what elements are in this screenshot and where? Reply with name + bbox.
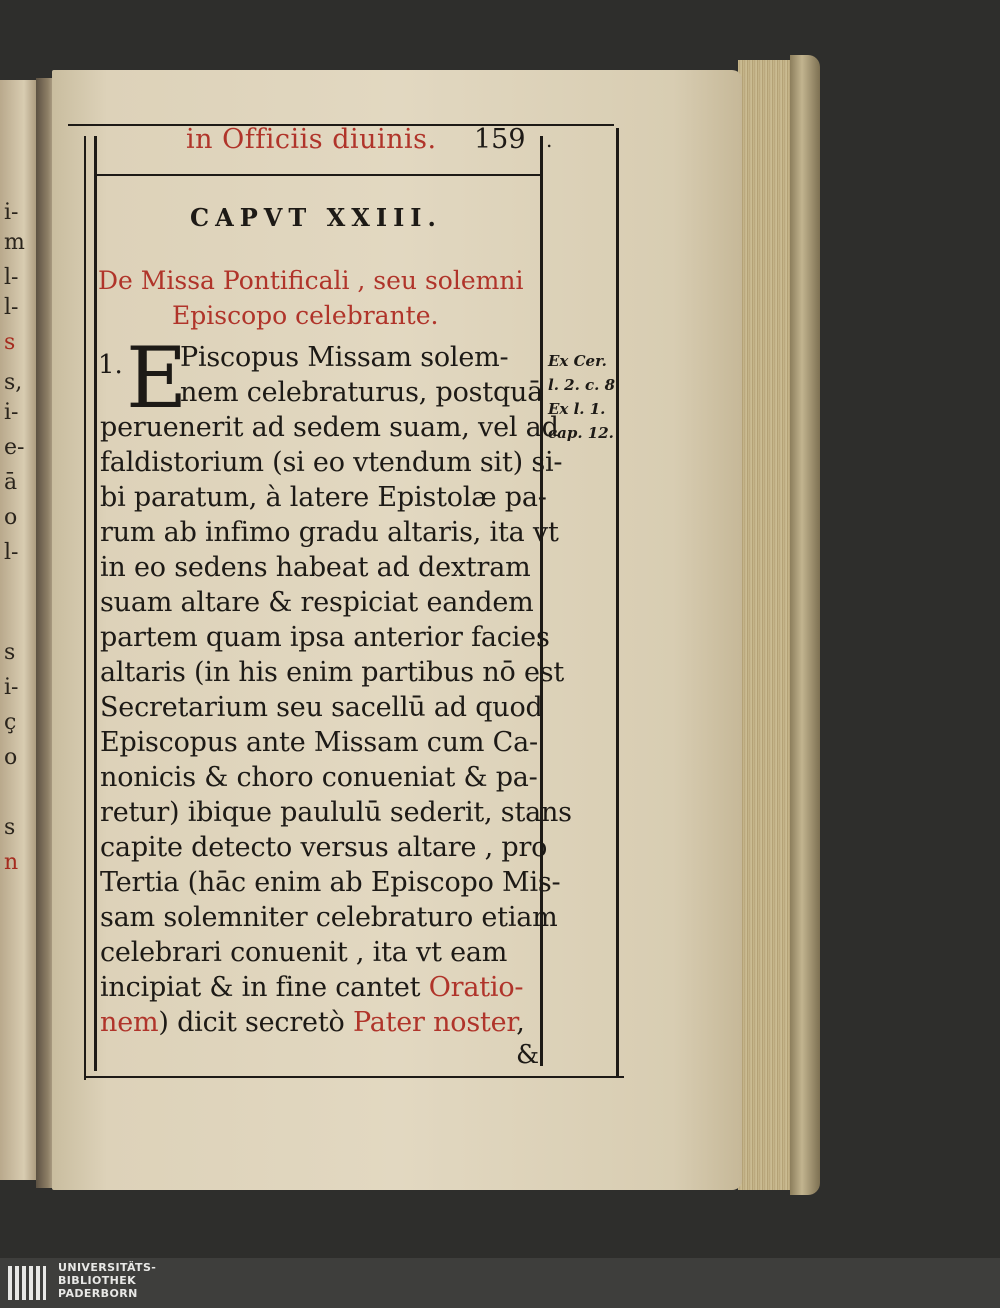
- text-segment: ,: [516, 1007, 525, 1038]
- book-cover-edge: [790, 55, 820, 1195]
- text-line: rum ab infimo gradu altaris, ita vt: [100, 517, 559, 548]
- page-number: 159: [474, 124, 526, 155]
- text-line: Piscopus Missam solem-: [180, 342, 509, 373]
- drop-initial: E: [126, 329, 188, 427]
- text-line: partem quam ipsa anterior facies: [100, 622, 550, 653]
- chapter-heading: CAPVT XXIII.: [190, 203, 442, 232]
- rubric-text: Pater noster: [352, 1007, 517, 1038]
- left-page-fragment: n: [4, 850, 19, 875]
- footer-bar: [0, 1258, 1000, 1308]
- left-page-fragment: l-: [4, 540, 19, 565]
- left-page-fragment: ā: [4, 470, 18, 495]
- left-page-fragment: s: [4, 815, 16, 840]
- chapter-subtitle-line: Episcopo celebrante.: [172, 301, 439, 330]
- header-mark: .: [546, 128, 553, 152]
- frame-bottom-rule: [84, 1076, 624, 1078]
- left-page-fragment: l-: [4, 295, 19, 320]
- text-line: nonicis & choro conueniat & pa-: [100, 762, 538, 793]
- frame-left-outer-rule: [84, 136, 86, 1080]
- rubric-text: nem: [100, 1007, 159, 1038]
- text-line: capite detecto versus altare , pro: [100, 832, 548, 863]
- left-page-fragment: ç: [4, 710, 17, 735]
- text-line: sam solemniter celebraturo etiam: [100, 902, 558, 933]
- left-page-fragment: e-: [4, 435, 25, 460]
- left-page-fragment: s,: [4, 370, 23, 395]
- library-name: [58, 1261, 156, 1300]
- frame-outer-right-rule: [616, 128, 619, 1078]
- chapter-subtitle-line: De Missa Pontificali , seu solemni: [98, 266, 524, 295]
- text-line: peruenerit ad sedem suam, vel ad: [100, 412, 559, 443]
- left-page-fragment: i-: [4, 675, 19, 700]
- left-page-fragment: i-: [4, 400, 19, 425]
- library-name-line: UNIVERSITÄTS-: [58, 1261, 157, 1274]
- text-line: retur) ibique paululū sederit, stans: [100, 797, 572, 828]
- text-line: [100, 972, 523, 1003]
- text-line: Secretarium seu sacellū ad quod: [100, 692, 543, 723]
- catchword: &: [516, 1040, 540, 1070]
- text-line: Tertia (hāc enim ab Episcopo Mis-: [100, 867, 561, 898]
- left-page-fragment: m: [4, 230, 25, 255]
- left-page-fragment: o: [4, 505, 18, 530]
- text-line: [100, 1007, 525, 1038]
- margin-note: Ex l. 1.: [548, 400, 606, 418]
- paragraph-number: 1.: [98, 350, 123, 380]
- left-page-fragment: i-: [4, 200, 19, 225]
- library-name-line: BIBLIOTHEK: [58, 1274, 137, 1287]
- library-logo-icon: [6, 1262, 48, 1304]
- text-line: nem celebraturus, postquā: [180, 377, 544, 408]
- text-line: celebrari conuenit , ita vt eam: [100, 937, 508, 968]
- margin-note: l. 2. c. 8.: [548, 376, 621, 394]
- left-page-fragment: s: [4, 640, 16, 665]
- text-line: faldistorium (si eo vtendum sit) si-: [100, 447, 563, 478]
- text-line: suam altare & respiciat eandem: [100, 587, 534, 618]
- text-line: bi paratum, à latere Epistolæ pa-: [100, 482, 547, 513]
- left-page-fragment: l-: [4, 265, 19, 290]
- text-line: Episcopus ante Missam cum Ca-: [100, 727, 538, 758]
- text-line: altaris (in his enim partibus nō est: [100, 657, 565, 688]
- margin-note: cap. 12.: [548, 424, 614, 442]
- left-page-edge: [0, 80, 40, 1180]
- frame-left-rule: [94, 136, 97, 1071]
- text-segment: incipiat & in fine cantet: [100, 972, 429, 1003]
- library-name-line: PADERBORN: [58, 1287, 138, 1300]
- rubric-text: Oratio-: [428, 972, 524, 1003]
- margin-note: Ex Cer.: [548, 352, 607, 370]
- text-line: in eo sedens habeat ad dextram: [100, 552, 531, 583]
- running-title: in Officiis diuinis.: [186, 124, 437, 155]
- text-segment: ) dicit secretò: [158, 1007, 353, 1038]
- left-page-fragment: s: [4, 330, 16, 355]
- left-page-fragment: o: [4, 745, 18, 770]
- header-underline-rule: [94, 174, 542, 176]
